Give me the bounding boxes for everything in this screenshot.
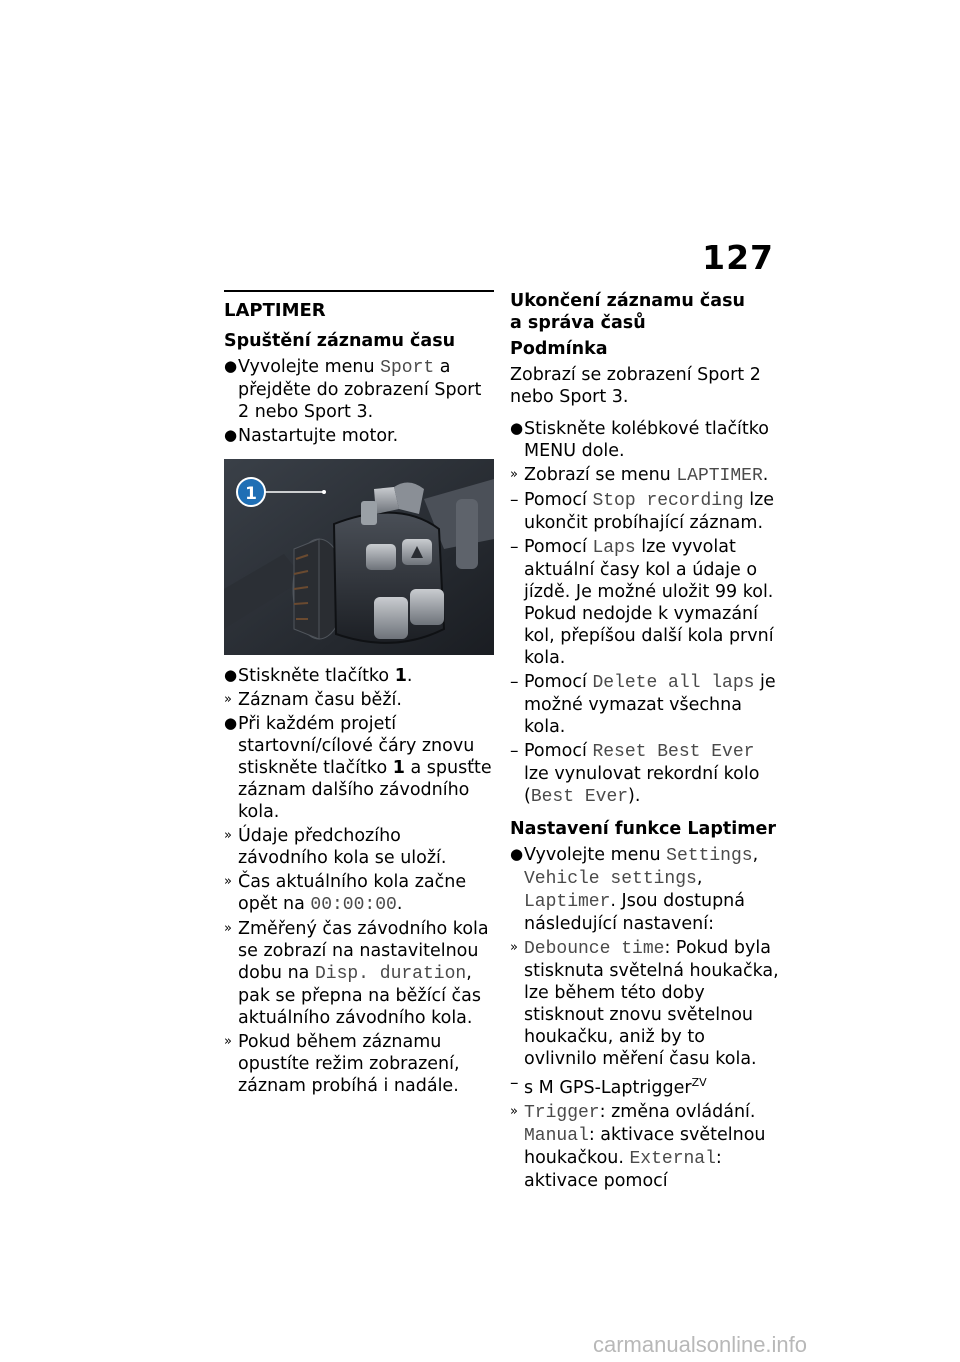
option-gps-laptrigger: – s M GPS-Laptrigger$^{ZV}$: [510, 1073, 707, 1098]
result-arrow-icon: »: [224, 692, 232, 707]
bullet-icon: ●: [224, 714, 238, 732]
dash-icon: –: [510, 537, 519, 557]
left-column: [224, 290, 496, 1099]
condition-label: Podmínka: [510, 339, 608, 359]
result-arrow-icon: »: [510, 467, 518, 482]
step-each-lap: ● Při každém projetí startovní/cílové čáry znovu stiskněte tlačítko 1 a spusťte záznam dalšího závodního kola.: [224, 714, 492, 822]
page-number: 127: [702, 238, 774, 277]
heading-stop-recording: Ukončení záznamu času a správa časů: [510, 291, 745, 333]
result-laptimer-menu: » Zobrazí se menu LAPTIMER.: [510, 465, 769, 486]
section-title: LAPTIMER: [224, 300, 326, 321]
condition-text: Zobrazí se zobrazení Sport 2 nebo Sport 3.: [510, 365, 761, 407]
result-arrow-icon: »: [224, 828, 232, 843]
result-recording-continues: » Pokud během záznamu opustíte režim zobrazení, záznam probíhá i nadále.: [224, 1032, 460, 1096]
setting-trigger: » Trigger: změna ovládání. Manual: aktivace světelnou houkačkou. External: aktivace pomocí: [510, 1101, 766, 1191]
option-reset-best-ever: – Pomocí Reset Best Ever lze vynulovat rekordní kolo (Best Ever).: [510, 741, 760, 807]
handlebar-switch-figure: [224, 459, 494, 655]
result-arrow-icon: »: [510, 940, 518, 955]
result-arrow-icon: »: [224, 921, 232, 936]
bullet-icon: ●: [224, 357, 238, 375]
bullet-icon: ●: [224, 666, 238, 684]
result-lap-time-displayed: » Změřený čas závodního kola se zobrazí na nastavitelnou dobu na Disp. duration, pak se přepna na běžící čas aktuálního závodního kola.: [224, 919, 489, 1028]
step-start-engine: ● Nastartujte motor.: [224, 426, 399, 446]
dash-icon: –: [510, 490, 519, 510]
result-recording-running: » Záznam času běží.: [224, 690, 402, 710]
callout-1: 1: [236, 477, 266, 507]
section-rule: [224, 290, 494, 292]
setting-debounce-time: » Debounce time: Pokud byla stisknuta světelná houkačka, lze během této doby stisknout znovu světelnou houkačku, aniž by to ovlivnilo měření času kola.: [510, 938, 779, 1069]
right-column: [510, 290, 782, 1194]
result-arrow-icon: »: [224, 1034, 232, 1049]
option-laps: – Pomocí Laps lze vyvolat aktuální časy kol a údaje o jízdě. Je možné uložit 99 kol. Pokud nedojde k vymazání kol, přepíšou další kola první kola.: [510, 537, 774, 668]
result-arrow-icon: »: [224, 874, 232, 889]
dash-icon: –: [510, 672, 519, 692]
subhead-start-recording: Spuštění záznamu času: [224, 331, 456, 351]
option-delete-all-laps: – Pomocí Delete all laps je možné vymazat všechna kola.: [510, 672, 776, 737]
result-previous-lap-saved: » Údaje předchozího závodního kola se uloží.: [224, 826, 447, 868]
bullet-icon: ●: [510, 419, 524, 437]
dash-icon: –: [510, 1073, 519, 1093]
watermark: carmanualsonline.info: [593, 1332, 808, 1357]
bullet-icon: ●: [224, 426, 238, 444]
result-arrow-icon: »: [510, 1103, 518, 1119]
subhead-laptimer-settings: Nastavení funkce Laptimer: [510, 819, 776, 839]
result-lap-time-reset: » Čas aktuálního kola začne opět na 00:00:00.: [224, 872, 467, 915]
option-stop-recording: – Pomocí Stop recording lze ukončit probíhající záznam.: [510, 490, 775, 533]
step-call-menu: ● Vyvolejte menu Sport a přejděte do zobrazení Sport 2 nebo Sport 3.: [224, 357, 482, 422]
bullet-icon: ●: [510, 845, 524, 863]
dash-icon: –: [510, 741, 519, 761]
step-open-settings: ● Vyvolejte menu Settings, Vehicle settings, Laptimer. Jsou dostupná následující nastavení:: [510, 845, 759, 934]
step-press-rocker: ● Stiskněte kolébkové tlačítko MENU dole.: [510, 419, 769, 461]
step-press-button: ● Stiskněte tlačítko 1.: [224, 666, 413, 686]
